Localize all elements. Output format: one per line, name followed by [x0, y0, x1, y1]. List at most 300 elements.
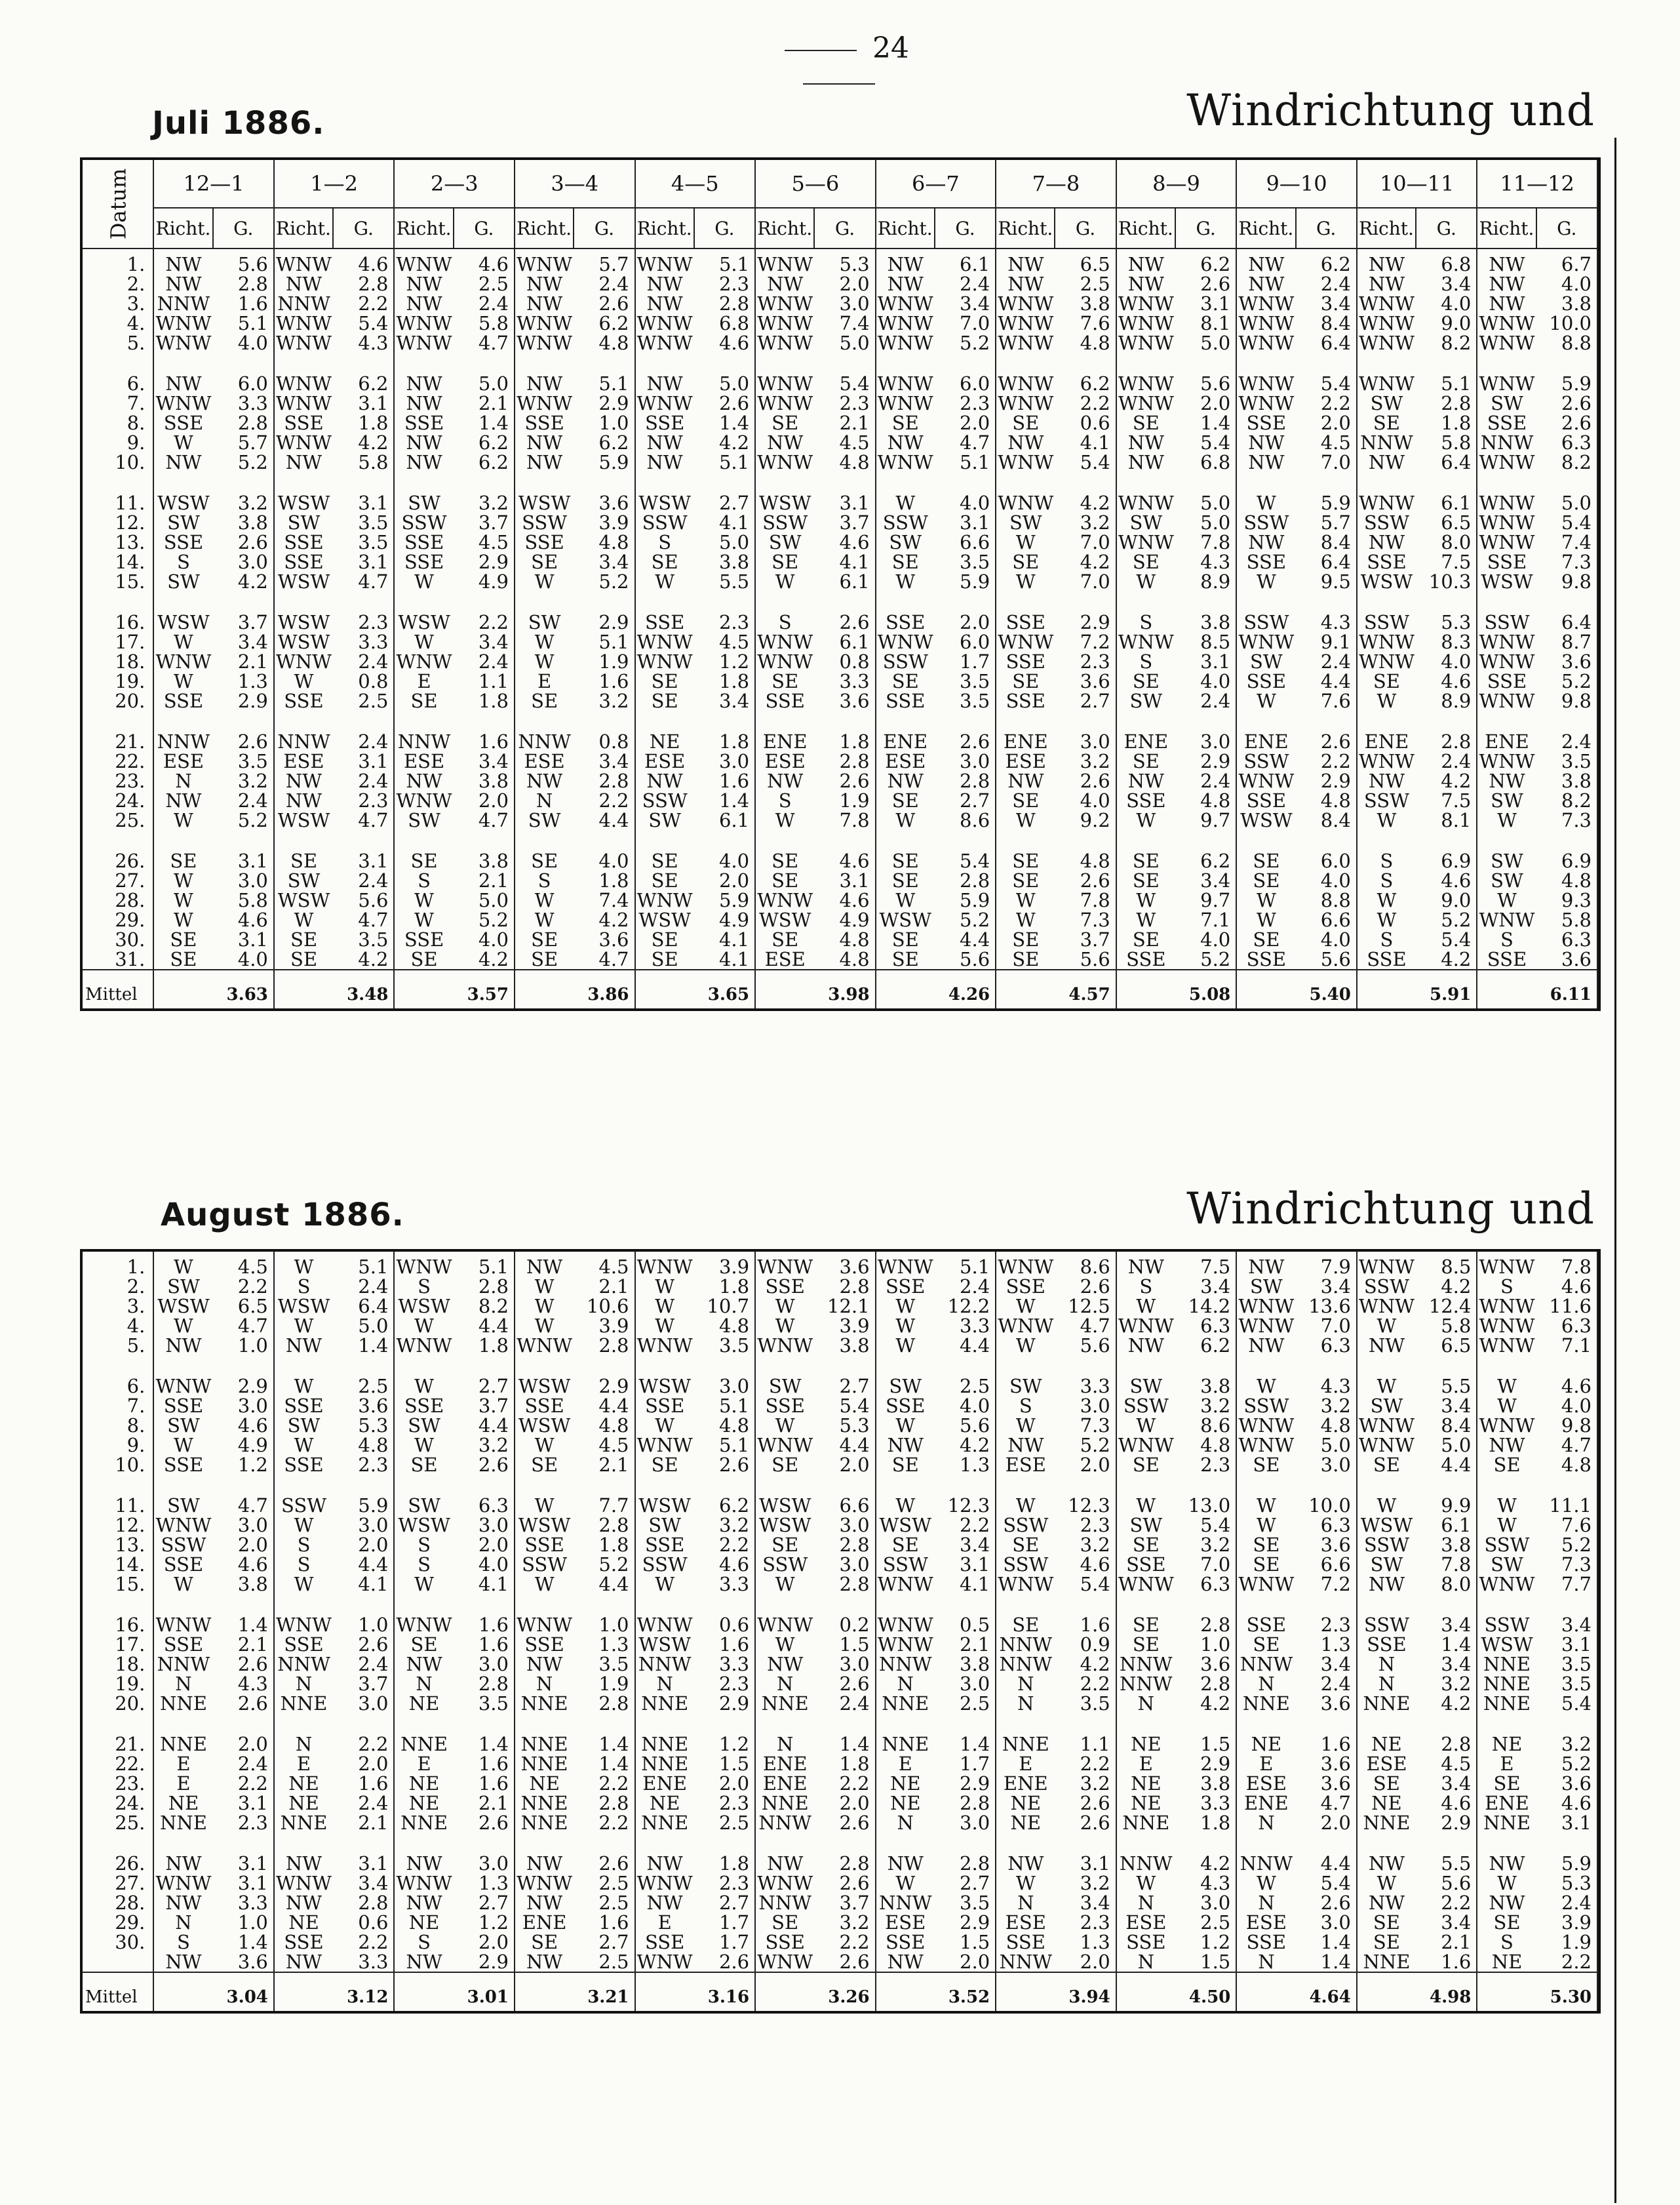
- direction-cell: SE: [531, 930, 558, 949]
- speed-cell: 6.4: [1296, 333, 1357, 353]
- speed-cell: 3.4: [1416, 1615, 1477, 1635]
- speed-cell: 4.0: [1296, 930, 1357, 949]
- speed-cell: 3.6: [1296, 1535, 1357, 1555]
- heading-august: Windrichtung und: [1186, 1183, 1595, 1234]
- direction-cell: WNW: [1358, 294, 1415, 313]
- direction-cell: NW: [165, 791, 202, 810]
- group-spacer: [83, 711, 1597, 732]
- direction-cell: W: [414, 910, 434, 930]
- speed-cell: 3.5: [935, 671, 996, 691]
- direction-cell: SSE: [1367, 552, 1407, 572]
- direction-cell: NW: [1007, 1435, 1044, 1455]
- direction-cell: NW: [1007, 253, 1044, 274]
- speed-cell: 4.7: [213, 1496, 274, 1515]
- speed-cell: 5.8: [333, 452, 394, 472]
- speed-cell: 5.1: [1416, 374, 1477, 393]
- speed-cell: 1.8: [694, 671, 755, 691]
- direction-cell: WSW: [277, 572, 330, 591]
- group-spacer: [83, 1713, 1597, 1734]
- speed-cell: 3.3: [935, 1316, 996, 1336]
- day-number: 23.: [83, 1774, 153, 1793]
- speed-cell: 5.2: [1175, 949, 1236, 970]
- direction-cell: S: [658, 532, 672, 552]
- mittel-value: 4.26: [935, 970, 996, 1008]
- speed-cell: 2.6: [814, 771, 875, 791]
- direction-cell: NW: [526, 1952, 563, 1972]
- day-number: 14.: [83, 1555, 153, 1574]
- speed-cell: 2.1: [454, 871, 515, 890]
- direction-cell: NW: [887, 253, 924, 274]
- speed-cell: 3.1: [213, 851, 274, 871]
- speed-cell: 3.7: [1055, 930, 1116, 949]
- speed-cell: 3.4: [454, 751, 515, 771]
- direction-cell: SE: [1012, 552, 1040, 572]
- direction-cell: W: [534, 1296, 555, 1316]
- direction-cell: N: [656, 1674, 673, 1694]
- speed-cell: 3.0: [694, 751, 755, 771]
- speed-cell: 2.9: [454, 1952, 515, 1972]
- speed-cell: 4.4: [574, 1396, 635, 1416]
- direction-cell: S: [1380, 851, 1394, 871]
- interval-header: 4—5: [635, 160, 756, 208]
- direction-cell: NNW: [999, 1952, 1053, 1972]
- speed-cell: 6.7: [1536, 248, 1597, 274]
- speed-cell: 4.2: [213, 572, 274, 591]
- group-spacer: [83, 353, 1597, 374]
- direction-cell: W: [1136, 572, 1156, 591]
- speed-cell: 5.9: [574, 452, 635, 472]
- direction-cell: NW: [1127, 433, 1164, 452]
- direction-cell: SW: [1009, 1376, 1042, 1396]
- direction-cell: WNW: [1118, 632, 1174, 652]
- direction-cell: ESE: [403, 751, 445, 771]
- direction-cell: WNW: [276, 393, 332, 413]
- direction-cell: W: [895, 1336, 916, 1355]
- direction-cell: SW: [648, 810, 681, 830]
- direction-cell: W: [895, 572, 916, 591]
- speed-cell: 1.4: [1175, 413, 1236, 433]
- speed-cell: 3.5: [454, 1694, 515, 1713]
- direction-cell: ESE: [885, 751, 926, 771]
- direction-cell: NNW: [638, 1654, 692, 1674]
- speed-cell: 2.8: [213, 274, 274, 294]
- direction-cell: W: [294, 1376, 314, 1396]
- speed-cell: 2.6: [814, 1813, 875, 1833]
- speed-cell: 4.2: [1175, 1854, 1236, 1873]
- direction-cell: SW: [1129, 513, 1163, 532]
- direction-cell: SSE: [1006, 1277, 1045, 1296]
- speed-cell: 2.4: [333, 1654, 394, 1674]
- day-number: 7.: [83, 393, 153, 413]
- direction-cell: ENE: [1244, 1793, 1289, 1813]
- section-title-august: August 1886.: [161, 1197, 404, 1233]
- direction-cell: NE: [1131, 1793, 1162, 1813]
- speed-cell: 5.1: [574, 374, 635, 393]
- day-number: 14.: [83, 552, 153, 572]
- speed-cell: 4.4: [454, 1416, 515, 1435]
- speed-cell: 8.6: [935, 810, 996, 830]
- direction-cell: SSW: [281, 1496, 327, 1515]
- speed-cell: 9.2: [1055, 810, 1116, 830]
- direction-cell: NW: [767, 771, 804, 791]
- speed-cell: 7.4: [1536, 532, 1597, 552]
- speed-cell: 1.2: [694, 652, 755, 671]
- speed-cell: 4.8: [694, 1316, 755, 1336]
- speed-cell: 2.4: [333, 1277, 394, 1296]
- direction-cell: NW: [165, 274, 202, 294]
- direction-cell: WNW: [757, 333, 813, 353]
- direction-cell: NW: [406, 1654, 442, 1674]
- direction-cell: S: [1139, 612, 1153, 632]
- speed-cell: 2.0: [454, 791, 515, 810]
- speed-cell: 5.6: [935, 949, 996, 970]
- interval-header: 10—11: [1357, 160, 1477, 208]
- direction-cell: WNW: [1358, 333, 1415, 353]
- day-number: 21.: [83, 732, 153, 751]
- richt-header: Richt.: [635, 208, 694, 248]
- speed-cell: 3.6: [213, 1952, 274, 1972]
- speed-cell: 3.1: [1536, 1635, 1597, 1654]
- direction-cell: WNW: [1118, 1574, 1174, 1594]
- table-row: [83, 1416, 1597, 1435]
- direction-cell: SSE: [765, 691, 805, 711]
- speed-cell: 1.4: [814, 1734, 875, 1754]
- direction-cell: SE: [1012, 930, 1040, 949]
- direction-cell: WSW: [398, 1515, 450, 1535]
- speed-cell: 3.0: [814, 1654, 875, 1674]
- speed-cell: 1.7: [694, 1913, 755, 1932]
- speed-cell: 2.7: [1055, 691, 1116, 711]
- speed-cell: 6.8: [694, 313, 755, 333]
- direction-cell: SSW: [1123, 1396, 1169, 1416]
- direction-cell: NW: [165, 1336, 202, 1355]
- direction-cell: W: [174, 1574, 193, 1594]
- speed-cell: 0.6: [333, 1913, 394, 1932]
- speed-cell: 2.0: [1296, 413, 1357, 433]
- direction-cell: ENE: [1003, 732, 1048, 751]
- direction-cell: SSE: [1246, 413, 1287, 433]
- speed-cell: 5.9: [935, 572, 996, 591]
- day-number: 27.: [83, 1873, 153, 1893]
- speed-cell: 2.8: [1175, 1615, 1236, 1635]
- direction-cell: SE: [1373, 1774, 1400, 1793]
- speed-cell: 4.7: [213, 1316, 274, 1336]
- direction-cell: ESE: [644, 751, 686, 771]
- direction-cell: WNW: [1479, 452, 1535, 472]
- day-number: 10.: [83, 1455, 153, 1475]
- direction-cell: SSE: [886, 691, 926, 711]
- direction-cell: WSW: [157, 493, 210, 513]
- direction-cell: SE: [651, 552, 678, 572]
- direction-cell: N: [1258, 1952, 1275, 1972]
- direction-cell: NE: [1371, 1734, 1402, 1754]
- direction-cell: NNE: [520, 1694, 568, 1713]
- direction-cell: SSW: [762, 513, 808, 532]
- speed-cell: 1.0: [213, 1913, 274, 1932]
- speed-cell: 6.2: [1296, 248, 1357, 274]
- speed-cell: 0.2: [814, 1615, 875, 1635]
- direction-cell: W: [1136, 910, 1156, 930]
- speed-cell: 5.4: [1296, 1873, 1357, 1893]
- speed-cell: 2.3: [333, 791, 394, 810]
- speed-cell: 5.5: [694, 572, 755, 591]
- speed-cell: 2.1: [333, 1813, 394, 1833]
- speed-cell: 8.8: [1536, 333, 1597, 353]
- direction-cell: NNE: [882, 1734, 929, 1754]
- speed-cell: 2.4: [935, 274, 996, 294]
- direction-cell: SE: [772, 1455, 799, 1475]
- speed-cell: 1.6: [454, 1774, 515, 1793]
- day-number: 17.: [83, 1635, 153, 1654]
- direction-cell: NNW: [878, 1654, 932, 1674]
- direction-cell: NNW: [1120, 1654, 1173, 1674]
- direction-cell: NW: [1489, 1435, 1525, 1455]
- speed-cell: 2.3: [935, 393, 996, 413]
- speed-cell: 2.7: [454, 1893, 515, 1913]
- direction-cell: SW: [889, 1376, 922, 1396]
- speed-cell: 4.8: [814, 452, 875, 472]
- speed-cell: 5.8: [213, 890, 274, 910]
- direction-cell: WNW: [636, 1952, 693, 1972]
- g-header: G.: [1055, 208, 1116, 248]
- direction-cell: W: [174, 810, 193, 830]
- speed-cell: 3.3: [333, 632, 394, 652]
- speed-cell: 4.0: [935, 493, 996, 513]
- speed-cell: 7.2: [1055, 632, 1116, 652]
- speed-cell: 4.8: [1296, 1416, 1357, 1435]
- speed-cell: 3.4: [1416, 1654, 1477, 1674]
- direction-cell: SE: [772, 871, 799, 890]
- direction-cell: NE: [1491, 1952, 1523, 1972]
- richt-header: Richt.: [394, 208, 453, 248]
- speed-cell: 1.0: [574, 1615, 635, 1635]
- direction-cell: NW: [406, 433, 442, 452]
- speed-cell: 2.9: [213, 691, 274, 711]
- day-number: 26.: [83, 1854, 153, 1873]
- speed-cell: 2.4: [574, 274, 635, 294]
- direction-cell: W: [1377, 691, 1397, 711]
- speed-cell: 3.3: [333, 1952, 394, 1972]
- speed-cell: 3.1: [935, 513, 996, 532]
- direction-cell: SE: [1132, 851, 1160, 871]
- direction-cell: WNW: [1118, 374, 1174, 393]
- direction-cell: SE: [1012, 791, 1040, 810]
- day-number: 7.: [83, 1396, 153, 1416]
- direction-cell: NW: [526, 274, 563, 294]
- speed-cell: 2.3: [694, 274, 755, 294]
- speed-cell: 3.5: [935, 1893, 996, 1913]
- speed-cell: 4.2: [1055, 1654, 1116, 1674]
- speed-cell: 14.2: [1175, 1296, 1236, 1316]
- direction-cell: W: [1256, 691, 1276, 711]
- direction-cell: W: [1015, 1416, 1036, 1435]
- direction-cell: WSW: [518, 1416, 571, 1435]
- direction-cell: SE: [891, 930, 919, 949]
- speed-cell: 1.8: [333, 413, 394, 433]
- direction-cell: SE: [1012, 871, 1040, 890]
- speed-cell: 3.9: [574, 513, 635, 532]
- speed-cell: 4.2: [935, 1435, 996, 1455]
- speed-cell: 4.2: [694, 433, 755, 452]
- direction-cell: ESE: [885, 1913, 926, 1932]
- direction-cell: SW: [1370, 1555, 1403, 1574]
- direction-cell: NE: [889, 1793, 921, 1813]
- direction-cell: WNW: [396, 791, 452, 810]
- speed-cell: 3.6: [814, 691, 875, 711]
- direction-cell: W: [655, 1574, 675, 1594]
- direction-cell: W: [534, 1435, 555, 1455]
- direction-cell: SSE: [284, 691, 324, 711]
- g-header: G.: [454, 208, 515, 248]
- direction-cell: SE: [651, 851, 678, 871]
- mittel-value: 3.98: [814, 970, 875, 1008]
- speed-cell: 1.9: [574, 1674, 635, 1694]
- speed-cell: 2.4: [1296, 274, 1357, 294]
- speed-cell: 2.6: [454, 1813, 515, 1833]
- speed-cell: 6.5: [1416, 513, 1477, 532]
- day-number: 25.: [83, 810, 153, 830]
- speed-cell: 2.6: [213, 1654, 274, 1674]
- group-spacer: [83, 1475, 1597, 1496]
- direction-cell: SE: [651, 691, 678, 711]
- table-row: [83, 1774, 1597, 1793]
- speed-cell: 2.9: [454, 552, 515, 572]
- table-row: [83, 930, 1597, 949]
- speed-cell: 1.4: [333, 1336, 394, 1355]
- richt-header: Richt.: [1357, 208, 1416, 248]
- speed-cell: 5.6: [333, 890, 394, 910]
- direction-cell: W: [1015, 910, 1036, 930]
- table-row: [83, 1952, 1597, 1972]
- direction-cell: W: [1497, 810, 1517, 830]
- speed-cell: 2.8: [1175, 1674, 1236, 1694]
- direction-cell: SSE: [524, 1396, 564, 1416]
- speed-cell: 3.7: [213, 612, 274, 632]
- speed-cell: 4.6: [1536, 1793, 1597, 1813]
- speed-cell: 5.0: [1296, 1435, 1357, 1455]
- direction-cell: NE: [288, 1913, 319, 1932]
- g-header: G.: [574, 208, 635, 248]
- direction-cell: NNW: [758, 1893, 811, 1913]
- mittel-value: 3.65: [694, 970, 755, 1008]
- table-row: [83, 1754, 1597, 1774]
- direction-cell: WNW: [396, 253, 452, 274]
- day-number: 30.: [83, 930, 153, 949]
- direction-cell: W: [534, 910, 555, 930]
- speed-cell: 4.5: [1416, 1754, 1477, 1774]
- speed-cell: 7.5: [1416, 552, 1477, 572]
- direction-cell: NW: [406, 771, 442, 791]
- direction-cell: SSW: [1243, 1396, 1289, 1416]
- day-number: 11.: [83, 1496, 153, 1515]
- speed-cell: 3.8: [213, 513, 274, 532]
- direction-cell: WNW: [1238, 1296, 1295, 1316]
- day-number: 1.: [83, 248, 153, 274]
- direction-cell: W: [1015, 532, 1036, 552]
- table-row: [83, 1336, 1597, 1355]
- direction-cell: W: [1015, 1336, 1036, 1355]
- speed-cell: 5.2: [1536, 1754, 1597, 1774]
- speed-cell: 2.2: [1055, 393, 1116, 413]
- direction-cell: ENE: [762, 1754, 808, 1774]
- speed-cell: 4.8: [1175, 1435, 1236, 1455]
- direction-cell: NW: [646, 452, 683, 472]
- mittel-value: 4.98: [1416, 1972, 1477, 2011]
- direction-cell: W: [895, 890, 916, 910]
- section-title-juli: Juli 1886.: [152, 105, 325, 142]
- direction-cell: NNE: [1363, 1952, 1411, 1972]
- speed-cell: 7.3: [1536, 810, 1597, 830]
- interval-header: 9—10: [1236, 160, 1357, 208]
- speed-cell: 3.0: [1175, 732, 1236, 751]
- direction-cell: NW: [767, 1654, 804, 1674]
- direction-cell: SW: [1370, 1396, 1403, 1416]
- direction-cell: NW: [646, 274, 683, 294]
- speed-cell: 3.8: [1175, 1774, 1236, 1793]
- direction-cell: WNW: [998, 1316, 1054, 1336]
- direction-cell: S: [1139, 652, 1153, 671]
- direction-cell: SSE: [886, 1277, 926, 1296]
- day-number: 12.: [83, 513, 153, 532]
- day-number: 27.: [83, 871, 153, 890]
- speed-cell: 2.6: [454, 1455, 515, 1475]
- speed-cell: 5.2: [1536, 1535, 1597, 1555]
- speed-cell: 10.7: [694, 1296, 755, 1316]
- direction-cell: WNW: [998, 393, 1054, 413]
- speed-cell: 2.6: [1536, 393, 1597, 413]
- speed-cell: 3.0: [1296, 1913, 1357, 1932]
- direction-cell: NW: [1127, 1256, 1164, 1277]
- direction-cell: SSE: [1246, 949, 1287, 970]
- direction-cell: SSE: [1246, 791, 1287, 810]
- speed-cell: 9.1: [1296, 632, 1357, 652]
- direction-cell: W: [1256, 1376, 1276, 1396]
- speed-cell: 5.4: [1536, 513, 1597, 532]
- direction-cell: SSE: [163, 1635, 204, 1654]
- speed-cell: 5.0: [1175, 513, 1236, 532]
- direction-cell: SSE: [1487, 552, 1527, 572]
- direction-cell: SSE: [1006, 691, 1045, 711]
- group-spacer: [83, 1355, 1597, 1376]
- speed-cell: 3.1: [213, 1854, 274, 1873]
- speed-cell: 2.8: [814, 1574, 875, 1594]
- table-row: [83, 1252, 1597, 1277]
- mittel-value: 3.16: [694, 1972, 755, 2011]
- direction-cell: SE: [772, 552, 799, 572]
- direction-cell: W: [1256, 572, 1276, 591]
- speed-cell: 3.5: [333, 930, 394, 949]
- speed-cell: 4.1: [814, 552, 875, 572]
- direction-cell: WNW: [1238, 294, 1295, 313]
- day-number: 17.: [83, 632, 153, 652]
- speed-cell: 3.2: [213, 493, 274, 513]
- direction-cell: SE: [531, 1932, 558, 1952]
- direction-cell: NW: [1248, 274, 1285, 294]
- speed-cell: 2.5: [574, 1873, 635, 1893]
- direction-cell: SE: [891, 671, 919, 691]
- direction-cell: E: [417, 1754, 431, 1774]
- speed-cell: 4.1: [1055, 433, 1116, 452]
- speed-cell: 4.1: [694, 949, 755, 970]
- direction-cell: SSE: [765, 1396, 805, 1416]
- speed-cell: 6.6: [814, 1496, 875, 1515]
- direction-cell: N: [1137, 1694, 1155, 1713]
- direction-cell: SW: [1009, 513, 1042, 532]
- speed-cell: 3.4: [694, 691, 755, 711]
- speed-cell: 1.8: [1416, 413, 1477, 433]
- speed-cell: 4.8: [574, 532, 635, 552]
- speed-cell: 6.3: [1536, 433, 1597, 452]
